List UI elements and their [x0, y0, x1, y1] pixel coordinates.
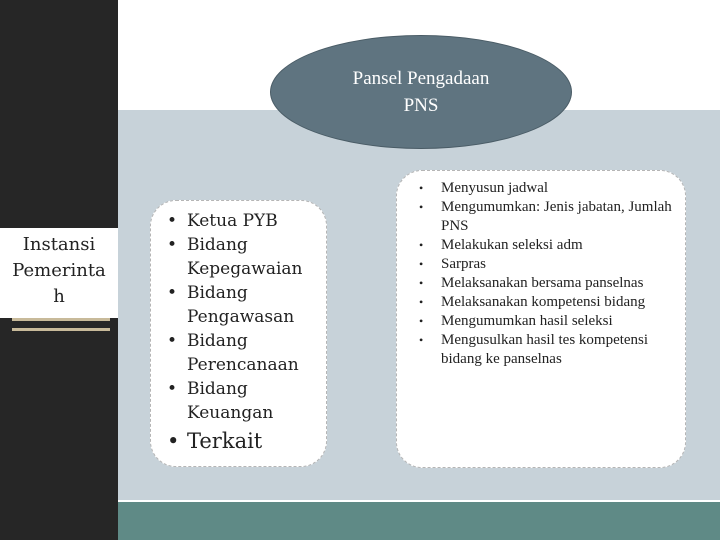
bullet-icon: • — [167, 379, 178, 399]
list-item — [417, 331, 679, 369]
bullet-icon: • — [419, 314, 424, 328]
right-task-box — [396, 170, 686, 468]
list-item-label: Bidang Pengawasan — [187, 283, 295, 327]
list-item-label: Terkait — [187, 429, 263, 453]
list-item-label: Bidang Perencanaan — [187, 331, 299, 375]
list-item — [417, 312, 679, 331]
list-item-label: Sarpras — [441, 256, 486, 272]
list-item-label: Mengumumkan hasil seleksi — [441, 313, 613, 329]
header-ellipse-text: Pansel Pengadaan PNS — [352, 68, 490, 116]
list-item — [165, 233, 323, 281]
divider-line — [12, 328, 110, 331]
bullet-icon: • — [167, 283, 178, 303]
bullet-icon: • — [167, 331, 178, 351]
list-item — [417, 274, 679, 293]
list-item-label: Melaksanakan bersama panselnas — [441, 275, 644, 291]
bullet-icon: • — [419, 295, 424, 309]
list-item-label: Bidang Kepegawaian — [187, 235, 303, 279]
list-item — [417, 293, 679, 312]
list-item — [165, 377, 323, 425]
bullet-icon: • — [167, 235, 178, 255]
list-item — [417, 236, 679, 255]
list-item — [165, 329, 323, 377]
bullet-icon: • — [419, 257, 424, 271]
task-list — [417, 179, 679, 369]
bullet-icon: • — [419, 333, 424, 347]
list-item — [417, 179, 679, 198]
list-item-label: Menyusun jadwal — [441, 180, 549, 196]
bullet-icon: • — [419, 181, 424, 195]
header-ellipse — [270, 35, 572, 149]
bullet-icon: • — [419, 276, 424, 290]
list-item — [165, 209, 323, 233]
bullet-icon: • — [167, 211, 178, 231]
bullet-icon: • — [419, 200, 424, 214]
list-item — [417, 198, 679, 236]
list-item-label: Ketua PYB — [187, 211, 278, 231]
bullet-icon: • — [419, 238, 424, 252]
list-item-label: Melaksanakan kompetensi bidang — [441, 294, 646, 310]
member-list — [165, 209, 323, 455]
list-item-label: Mengusulkan hasil tes kompetensi bidang ke panselnas — [441, 332, 649, 367]
list-item — [417, 255, 679, 274]
list-item — [165, 281, 323, 329]
list-item — [165, 427, 323, 455]
bullet-icon: • — [167, 429, 180, 453]
sidebar-title: Instansi Pemerinta h — [12, 234, 106, 307]
footer-band — [118, 502, 720, 540]
divider-line — [12, 318, 110, 321]
left-member-box — [150, 200, 327, 467]
list-item-label: Melakukan seleksi adm — [441, 237, 583, 253]
list-item-label: Bidang Keuangan — [187, 379, 274, 423]
list-item-label: Mengumumkan: Jenis jabatan, Jumlah PNS — [441, 199, 672, 234]
sidebar-panel — [0, 228, 118, 318]
